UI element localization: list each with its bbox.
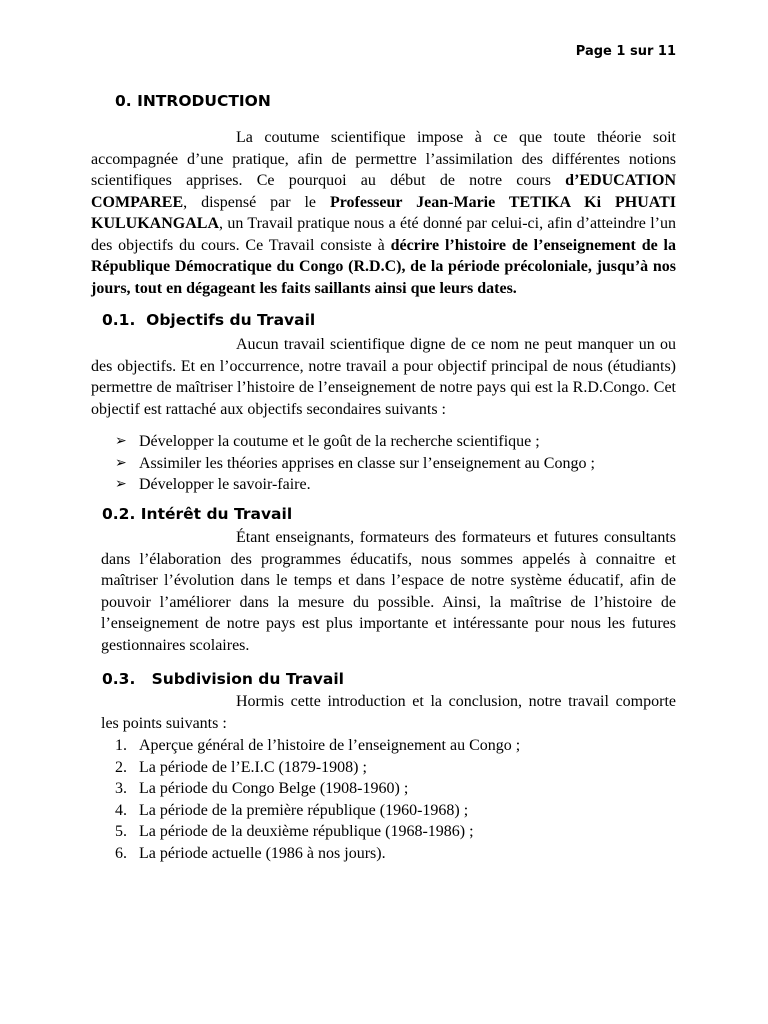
list-number: 5. bbox=[115, 823, 127, 840]
list-item-text: Aperçue général de l’histoire de l’enseignement au Congo ; bbox=[139, 737, 521, 754]
subdivision-heading bbox=[102, 670, 344, 688]
list-item-text: La période de l’E.I.C (1879-1908) ; bbox=[139, 758, 367, 776]
page-number: Page 1 sur 11 bbox=[575, 44, 676, 59]
interet-paragraph bbox=[101, 527, 676, 656]
list-number: 6. bbox=[115, 844, 127, 862]
list-item bbox=[115, 821, 675, 843]
subdivision-text: Hormis cette introduction et la conclusion, notre travail comporte les points suivants : bbox=[101, 693, 676, 732]
section-number: 0.2. bbox=[102, 505, 136, 523]
list-number: 3. bbox=[115, 780, 127, 797]
section-title: Objectifs du Travail bbox=[146, 311, 316, 329]
list-item bbox=[115, 474, 675, 496]
list-item-text: La période de la première république (1960-1968) ; bbox=[139, 801, 469, 819]
subdivision-list bbox=[115, 735, 675, 864]
subdivision-paragraph bbox=[101, 691, 676, 734]
introduction-paragraph bbox=[91, 127, 676, 299]
list-item bbox=[115, 843, 675, 865]
intro-text-3: , un Travail pratique nous a été donné par celui-ci, afin d’atteindre l’un des objectifs du cours. Ce Travail consiste à bbox=[91, 215, 676, 254]
list-item-text: La période actuelle (1986 à nos jours). bbox=[139, 844, 386, 862]
intro-text-2: , dispensé par le bbox=[183, 193, 330, 211]
list-item bbox=[115, 778, 675, 800]
section-number: 0.3. bbox=[102, 670, 136, 688]
objectifs-heading bbox=[102, 311, 315, 329]
interet-text: Étant enseignants, formateurs des formateurs et futures consultants dans l’élaboration des programmes éducatifs, nous sommes appelés à connaitre et maîtriser l’évolution dans le temps et dans l’espace de notre système éducatif, afin de pouvoir l’améliorer dans la mesure du possible. Ainsi, la maîtrise de l’histoire de l’enseignement de notre pays est plus importante et intéressante pour nous les futures gestionnaires scolaires. bbox=[101, 529, 676, 654]
list-item-text: La période de la deuxième république (1968-1986) ; bbox=[139, 823, 474, 840]
introduction-heading: 0. INTRODUCTION bbox=[115, 92, 271, 110]
course-name: d’EDUCATION COMPAREE bbox=[91, 172, 676, 211]
arrow-bullet-icon: ➢ bbox=[115, 454, 127, 471]
interet-heading bbox=[102, 505, 292, 523]
list-item-text: Développer le savoir-faire. bbox=[139, 476, 311, 493]
list-number: 2. bbox=[115, 758, 127, 776]
intro-text-1: La coutume scientifique impose à ce que toute théorie soit accompagnée d’une pratique, afin de permettre l’assimilation des différentes notions scientifiques apprises. Ce pourquoi au début de notre cours bbox=[91, 129, 676, 189]
objectifs-text: Aucun travail scientifique digne de ce nom ne peut manquer un ou des objectifs. Et en l’occurrence, notre travail a pour objectif principal de nous (étudiants) permettre de maîtriser l’histoire de l’enseignement de notre pays qui est la R.D.Congo. Cet objectif est rattaché aux objectifs secondaires suivants : bbox=[91, 336, 676, 418]
list-item-text: Assimiler les théories apprises en classe sur l’enseignement au Congo ; bbox=[139, 454, 595, 472]
objectifs-list bbox=[115, 431, 675, 496]
list-item bbox=[115, 431, 675, 453]
list-item bbox=[115, 800, 675, 822]
list-item bbox=[115, 453, 675, 475]
list-item-text: Développer la coutume et le goût de la recherche scientifique ; bbox=[139, 433, 540, 450]
task-description: décrire l’histoire de l’enseignement de la République Démocratique du Congo (R.D.C), de la période précoloniale, jusqu’à nos jours, tout en dégageant les faits saillants ainsi que leurs dates. bbox=[91, 236, 676, 297]
list-number: 1. bbox=[115, 737, 127, 754]
objectifs-paragraph bbox=[91, 334, 676, 420]
section-title: Subdivision du Travail bbox=[151, 670, 344, 688]
list-item bbox=[115, 735, 675, 757]
section-title: Intérêt du Travail bbox=[140, 505, 293, 523]
list-number: 4. bbox=[115, 801, 127, 819]
arrow-bullet-icon: ➢ bbox=[115, 476, 127, 492]
list-item bbox=[115, 757, 675, 779]
list-item-text: La période du Congo Belge (1908-1960) ; bbox=[139, 780, 409, 797]
professor-name: Professeur Jean-Marie TETIKA Ki PHUATI KULUKANGALA bbox=[91, 193, 677, 232]
section-number: 0.1. bbox=[102, 311, 136, 329]
arrow-bullet-icon: ➢ bbox=[115, 433, 127, 449]
